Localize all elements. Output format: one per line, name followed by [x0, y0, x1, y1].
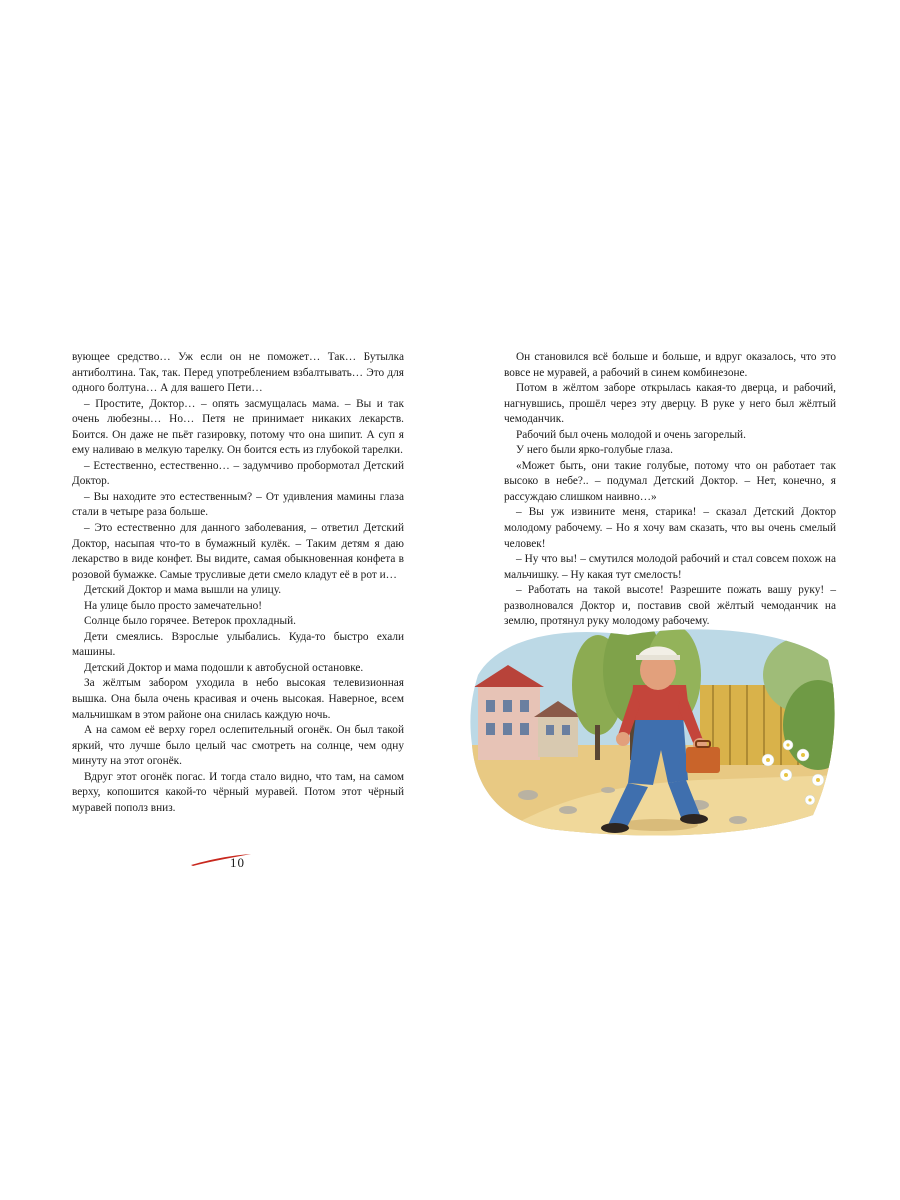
right-page-text: [504, 350, 836, 630]
paragraph: – Вы уж извините меня, старика! – сказал Детский Доктор молодому рабочему. – Но я хочу вам сказать, что вы очень смелый человек!: [504, 506, 836, 550]
paragraph: Солнце было горячее. Ветерок прохладный.: [84, 615, 296, 628]
page-number-block: [190, 853, 270, 875]
paragraph: – Простите, Доктор… – опять засмущалась мама. – Вы и так очень любезны… Но… Петя не принимает никаких лекарств. Боится. Он даже не пьёт газировку, потому что она шипит. А суп я ему наливаю в мелкую тарелку. Он боится есть из глубокой тарелки.: [72, 397, 404, 457]
paragraph: Потом в жёлтом заборе открылась какая-то дверца, и рабочий, нагнувшись, прошёл через эту дверцу. В руке у него был жёлтый чемоданчик.: [504, 382, 836, 426]
paragraph: «Может быть, они такие голубые, потому что он работает так высоко в небе?.. – подумал Детский Доктор. – Нет, конечно, я рассуждаю слишком наивно…»: [504, 459, 836, 503]
left-page-text: [72, 350, 404, 816]
page-number: 10: [230, 855, 245, 870]
paragraph: – Вы находите это естественным? – От удивления мамины глаза стали в четыре раза больше.: [72, 490, 404, 519]
paragraph: Детский Доктор и мама вышли на улицу.: [84, 584, 282, 597]
paragraph: Дети смеялись. Взрослые улыбались. Куда-то быстро ехали машины.: [72, 630, 404, 659]
worker-walking-with-suitcase-illustration: [468, 615, 840, 840]
paragraph: – Работать на такой высоте! Разрешите пожать вашу руку! – разволновался Доктор и, поставив свой жёлтый чемоданчик на землю, протянул руку молодому рабочему.: [504, 584, 836, 628]
paragraph: вующее средство… Уж если он не поможет… Так… Бутылка антиболтина. Так, так. Перед употреблением взбалтывать… Это для одного болтуна… А для вашего Пети…: [72, 351, 404, 395]
paragraph: – Ну что вы! – смутился молодой рабочий и стал совсем похож на мальчишку. – Ну какая тут смелость!: [504, 553, 836, 581]
paragraph: А на самом её верху горел ослепительный огонёк. Он был такой яркий, что лучше было целый час смотреть на солнце, чем одну минуту на этот огонёк.: [72, 724, 404, 768]
paragraph: Вдруг этот огонёк погас. И тогда стало видно, что там, на самом верху, копошится какой-то чёрный муравей. Потом этот чёрный муравей пополз вниз.: [72, 770, 404, 814]
paragraph: На улице было просто замечательно!: [84, 599, 263, 612]
paragraph: Он становился всё больше и больше, и вдруг оказалось, что это вовсе не муравей, а рабочий в синем комбинезоне.: [504, 351, 836, 379]
paragraph: За жёлтым забором уходила в небо высокая телевизионная вышка. Она была очень красивая и очень высокая. Наверное, всем мальчишкам в этом районе она снилась каждую ночь.: [72, 677, 404, 721]
paragraph: – Это естественно для данного заболевания, – ответил Детский Доктор, насыпая что-то в бумажный кулёк. – Таким детям я даю лекарство в виде конфет. Вы видите, самая обыкновенная конфета в розовой бумажке. Самые трусливые дети смело кладут её в рот и…: [72, 522, 404, 581]
paragraph: Рабочий был очень молодой и очень загорелый.: [516, 428, 746, 441]
paragraph: – Естественно, естественно… – задумчиво пробормотал Детский Доктор.: [72, 459, 404, 488]
paragraph: У него были ярко-голубые глаза.: [516, 444, 673, 457]
paragraph: Детский Доктор и мама подошли к автобусной остановке.: [84, 661, 364, 674]
